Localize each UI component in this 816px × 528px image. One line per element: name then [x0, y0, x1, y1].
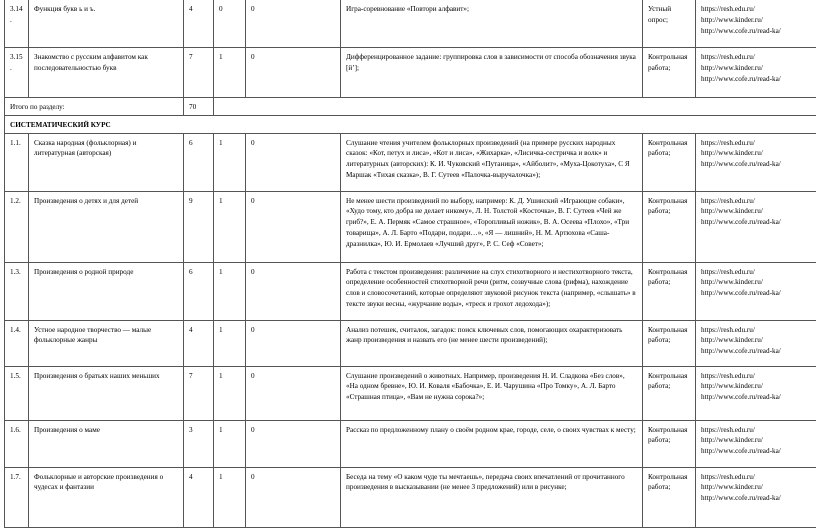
hours-practice: 0 [246, 366, 341, 420]
activities: Работа с текстом произведения: различение на слух стихотворного и нестихотворного текста, определение особенностей стихотворной речи (ритм, созвучные слова (рифма), нахождение слов и словосочетаний, которые определяют звуковой рисунок текста (например, «слышать» в тексте звуки весны, «журчание воды», «треск и грохот ледохода»); [341, 262, 643, 320]
lesson-number: 1.7. [5, 467, 29, 527]
subtotal-value: 70 [184, 98, 214, 116]
table-row [5, 467, 816, 527]
table-row [5, 133, 816, 191]
hours-practice: 0 [246, 0, 341, 48]
hours-practice: 0 [246, 320, 341, 366]
lesson-number: 1.1. [5, 133, 29, 191]
lesson-topic: Устное народное творчество — малые фольклорные жанры [29, 320, 184, 366]
subtotal-label: Итого по разделу: [5, 98, 184, 116]
hours-control: 1 [214, 133, 246, 191]
lesson-number: 3.14. [5, 0, 29, 48]
activities: Слушание произведений о животных. Например, произведения Н. И. Сладкова «Без слов», «На одном бревне», Ю. И. Коваля «Бабочка», Е. И. Чарушина «Про Томку», А. Л. Барто «Страшная птица», «Вам не нужна сорока?»; [341, 366, 643, 420]
lesson-number: 1.4. [5, 320, 29, 366]
table-row [5, 48, 816, 98]
control-form: Контрольная работа; [643, 191, 696, 262]
table-row [5, 366, 816, 420]
hours-practice: 0 [246, 262, 341, 320]
hours-control: 1 [214, 262, 246, 320]
activities: Дифференцированное задание: группировка слов в зависимости от способа обозначения звука [й’]; [341, 48, 643, 98]
hours-total: 7 [184, 48, 214, 98]
hours-total: 4 [184, 467, 214, 527]
hours-total: 9 [184, 191, 214, 262]
resources: https://resh.edu.ru/ http://www.kinder.ru/ http://www.cofe.ru/read-ka/ [696, 262, 816, 320]
hours-total: 4 [184, 320, 214, 366]
hours-control: 1 [214, 320, 246, 366]
control-form: Контрольная работа; [643, 467, 696, 527]
hours-practice: 0 [246, 420, 341, 467]
control-form: Контрольная работа; [643, 320, 696, 366]
control-form: Контрольная работа; [643, 48, 696, 98]
activities: Игра-соревнование «Повтори алфавит»; [341, 0, 643, 48]
table-row [5, 0, 816, 48]
lesson-number: 3.15. [5, 48, 29, 98]
subtotal-row [5, 98, 816, 116]
resources: https://resh.edu.ru/ http://www.kinder.ru/ http://www.cofe.ru/read-ka/ [696, 467, 816, 527]
activities: Беседа на тему «О каком чуде ты мечтаешь», передача своих впечатлений от прочитанного произведения в высказывании (не менее 3 предложений) или в рисунке; [341, 467, 643, 527]
hours-total: 6 [184, 262, 214, 320]
activities: Не менее шести произведений по выбору, например: К. Д. Ушинский «Играющие собаки», «Худо тому, кто добра не делает никому», Л. Н. Толстой «Косточка», В. Г. Сутеев «Чей же гриб?», Е. А. Пермяк «Самое страшное», «Торопливый ножик», В. А. Осеева «Плохо», «Три товарища», А. Л. Барто «Подари, подари…», «Я — лишний», Н. М. Артюхова «Саша-дразнилка», Ю. И. Ермолаев «Лучший друг», Р. С. Сеф «Совет»; [341, 191, 643, 262]
resources: https://resh.edu.ru/ http://www.kinder.ru/ http://www.cofe.ru/read-ka/ [696, 420, 816, 467]
hours-practice: 0 [246, 467, 341, 527]
activities: Слушание чтения учителем фольклорных произведений (на примере русских народных сказок: «Кот, петух и лиса», «Кот и лиса», «Жихарка», «Лисичка-сестричка и волк» и литературных (авторских): К. И. Чуковский «Путаница», «Айболит», «Муха-Цокотуха», С Я Маршак «Тихая сказка», В. Г. Сутеев «Палочка-выручалочка»); [341, 133, 643, 191]
hours-control: 1 [214, 467, 246, 527]
hours-total: 4 [184, 0, 214, 48]
hours-total: 3 [184, 420, 214, 467]
lesson-number: 1.2. [5, 191, 29, 262]
hours-practice: 0 [246, 48, 341, 98]
lesson-number: 1.5. [5, 366, 29, 420]
hours-practice: 0 [246, 191, 341, 262]
table-row [5, 262, 816, 320]
lesson-topic: Произведения о братьях наших меньших [29, 366, 184, 420]
hours-practice: 0 [246, 133, 341, 191]
lesson-topic: Знакомство с русским алфавитом как последовательностью букв [29, 48, 184, 98]
control-form: Контрольная работа; [643, 420, 696, 467]
lesson-topic: Произведения о детях и для детей [29, 191, 184, 262]
lesson-topic: Функция букв ь и ъ. [29, 0, 184, 48]
table-row [5, 420, 816, 467]
resources: https://resh.edu.ru/ http://www.kinder.ru/ http://www.cofe.ru/read-ka/ [696, 48, 816, 98]
control-form: Устный опрос; [643, 0, 696, 48]
activities: Рассказ по предложенному плану о своём родном крае, городе, селе, о своих чувствах к месту; [341, 420, 643, 467]
section-row [5, 115, 816, 133]
hours-control: 0 [214, 0, 246, 48]
hours-control: 1 [214, 366, 246, 420]
hours-total: 6 [184, 133, 214, 191]
hours-control: 1 [214, 48, 246, 98]
lesson-topic: Фольклорные и авторские произведения о чудесах и фантазии [29, 467, 184, 527]
resources: https://resh.edu.ru/ http://www.kinder.ru/ http://www.cofe.ru/read-ka/ [696, 191, 816, 262]
table-row [5, 191, 816, 262]
lesson-number: 1.3. [5, 262, 29, 320]
resources: https://resh.edu.ru/ http://www.kinder.ru/ http://www.cofe.ru/read-ka/ [696, 0, 816, 48]
control-form: Контрольная работа; [643, 133, 696, 191]
lesson-topic: Произведения о маме [29, 420, 184, 467]
lesson-number: 1.6. [5, 420, 29, 467]
resources: https://resh.edu.ru/ http://www.kinder.ru/ http://www.cofe.ru/read-ka/ [696, 133, 816, 191]
control-form: Контрольная работа; [643, 366, 696, 420]
table-row [5, 320, 816, 366]
hours-control: 1 [214, 420, 246, 467]
resources: https://resh.edu.ru/ http://www.kinder.ru/ http://www.cofe.ru/read-ka/ [696, 320, 816, 366]
section-title: СИСТЕМАТИЧЕСКИЙ КУРС [5, 115, 816, 133]
activities: Анализ потешек, считалок, загадок: поиск ключевых слов, помогающих охарактеризовать жанр произведения и назвать его (не менее шести произведений); [341, 320, 643, 366]
control-form: Контрольная работа; [643, 262, 696, 320]
hours-total: 7 [184, 366, 214, 420]
subtotal-filler [214, 98, 816, 116]
hours-control: 1 [214, 191, 246, 262]
curriculum-table [4, 0, 816, 528]
lesson-topic: Произведения о родной природе [29, 262, 184, 320]
resources: https://resh.edu.ru/ http://www.kinder.ru/ http://www.cofe.ru/read-ka/ [696, 366, 816, 420]
lesson-topic: Сказка народная (фольклорная) и литературная (авторская) [29, 133, 184, 191]
